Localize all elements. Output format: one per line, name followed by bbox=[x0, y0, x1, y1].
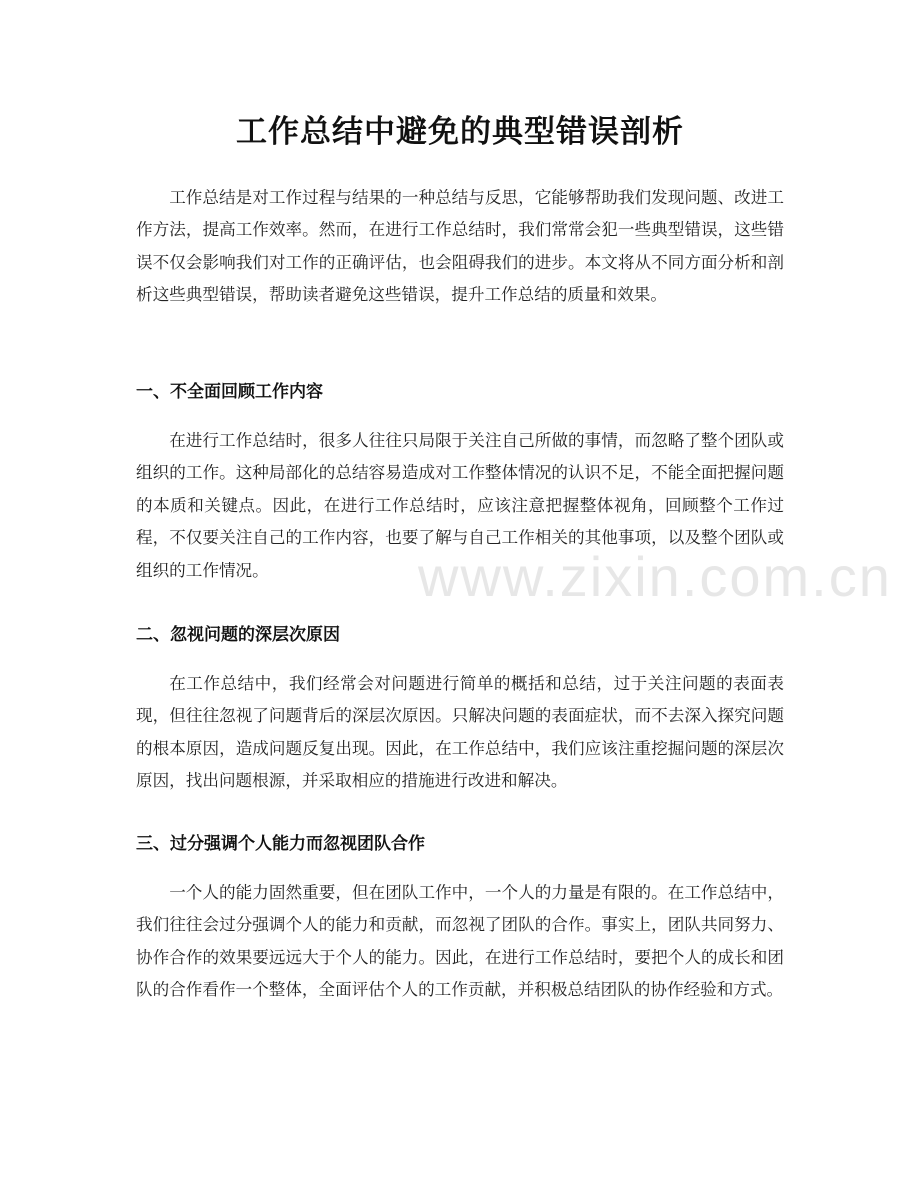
document-title: 工作总结中避免的典型错误剖析 bbox=[236, 114, 684, 150]
section-1-heading: 一、不全面回顾工作内容 bbox=[136, 382, 323, 402]
section-2-heading: 二、忽视问题的深层次原因 bbox=[136, 625, 340, 645]
section-1-body: 在进行工作总结时，很多人往往只局限于关注自己所做的事情，而忽略了整个团队或组织的工作。这种局部化的总结容易造成对工作整体情况的认识不足，不能全面把握问题的本质和关键点。因此，在进行工作总结时，应该注意把握整体视角，回顾整个工作过程，不仅要关注自己的工作内容，也要了解与自己工作相关的其他事项，以及整个团队或组织的工作情况。 bbox=[136, 431, 784, 580]
section-2-body: 在工作总结中，我们经常会对问题进行简单的概括和总结，过于关注问题的表面表现，但往往忽视了问题背后的深层次原因。只解决问题的表面症状，而不去深入探究问题的根本原因，造成问题反复出现。因此，在工作总结中，我们应该注重挖掘问题的深层次原因，找出问题根源，并采取相应的措施进行改进和解决。 bbox=[136, 674, 784, 791]
section-3-body: 一个人的能力固然重要，但在团队工作中，一个人的力量是有限的。在工作总结中，我们往往会过分强调个人的能力和贡献，而忽视了团队的合作。事实上，团队共同努力、协作合作的效果要远远大于个人的能力。因此，在进行工作总结时，要把个人的成长和团队的合作看作一个整体，全面评估个人的工作贡献，并积极总结团队的协作经验和方式。 bbox=[136, 883, 784, 1000]
watermark-text: www.zixin.com.cn bbox=[418, 545, 892, 608]
intro-paragraph: 工作总结是对工作过程与结果的一种总结与反思，它能够帮助我们发现问题、改进工作方法，提高工作效率。然而，在进行工作总结时，我们常常会犯一些典型错误，这些错误不仅会影响我们对工作的正确评估，也会阻碍我们的进步。本文将从不同方面分析和剖析这些典型错误，帮助读者避免这些错误，提升工作总结的质量和效果。 bbox=[136, 188, 784, 305]
section-3-heading: 三、过分强调个人能力而忽视团队合作 bbox=[136, 834, 425, 854]
